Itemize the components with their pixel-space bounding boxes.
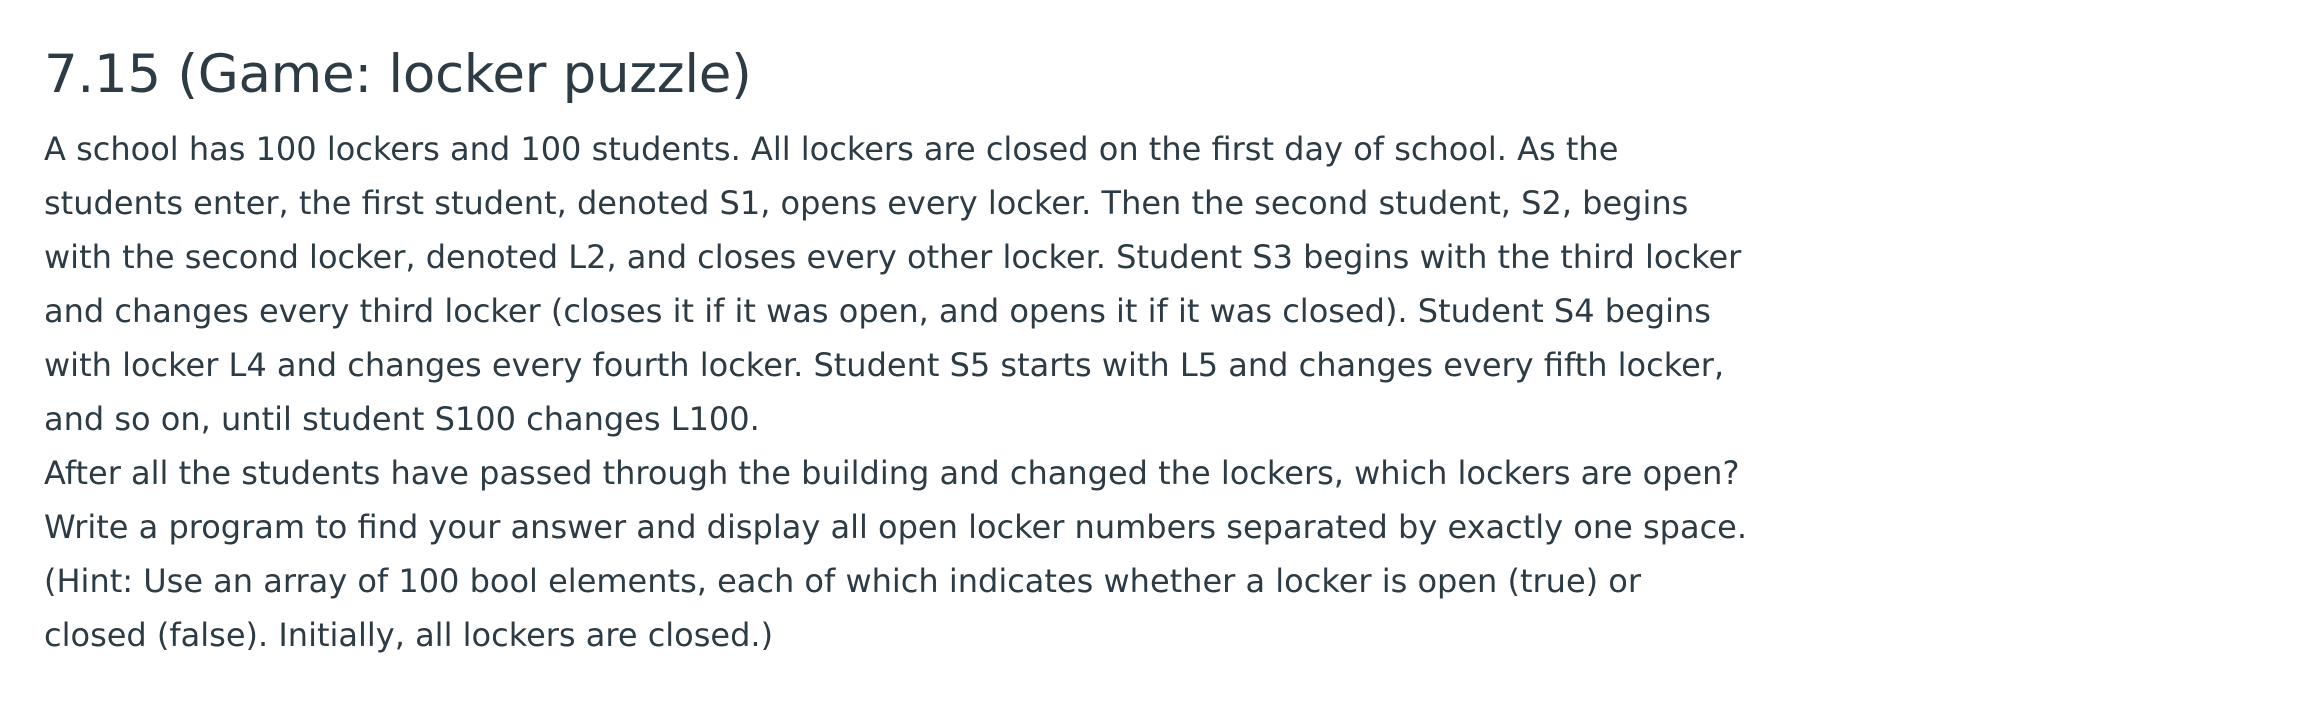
assignment-content [44,38,1764,662]
problem-description [44,122,1764,662]
description-line: A school has 100 lockers and 100 students. All lockers are closed on the first day of school. As the [44,130,1619,168]
description-line: Write a program to find your answer and display all open locker numbers separated by exactly one space. [44,508,1748,546]
description-line: with locker L4 and changes every fourth locker. Student S5 starts with L5 and changes every fifth locker, [44,346,1725,384]
description-line: After all the students have passed through the building and changed the lockers, which lockers are open? [44,454,1740,492]
description-line: with the second locker, denoted L2, and closes every other locker. Student S3 begins with the third locker [44,238,1742,276]
description-line: and changes every third locker (closes it if it was open, and opens it if it was closed). Student S4 begins [44,292,1711,330]
page-title: 7.15 (Game: locker puzzle) [44,44,752,105]
description-line: and so on, until student S100 changes L100. [44,400,760,438]
description-line: closed (false). Initially, all lockers are closed.) [44,616,774,654]
description-line: students enter, the first student, denoted S1, opens every locker. Then the second student, S2, begins [44,184,1689,222]
description-line: (Hint: Use an array of 100 bool elements, each of which indicates whether a locker is open (true) or [44,562,1642,600]
